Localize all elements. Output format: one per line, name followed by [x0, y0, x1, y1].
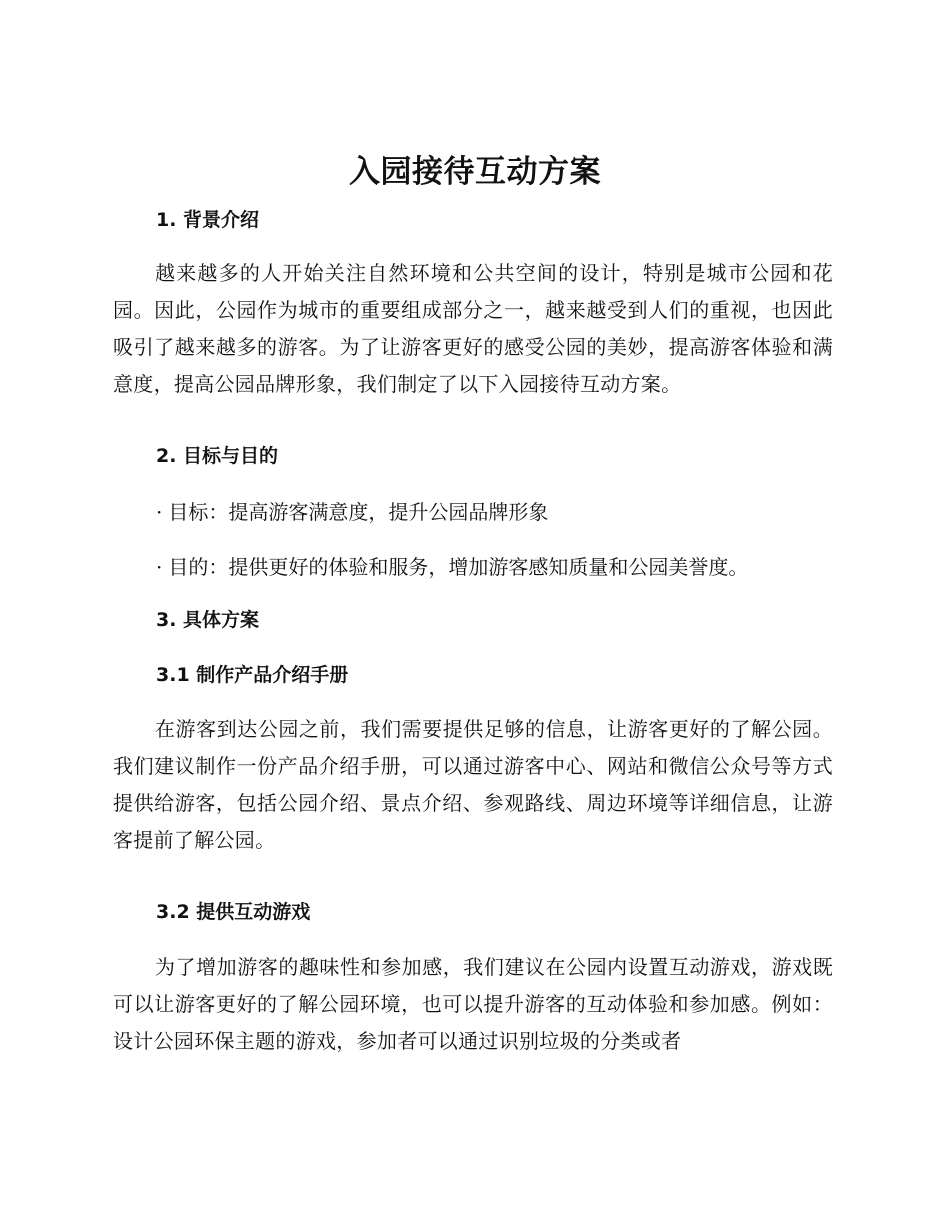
bullet-dot-icon: · — [156, 555, 163, 579]
document-title: 入园接待互动方案 — [349, 154, 601, 190]
goal-text-1: 目标：提高游客满意度，提升公园品牌形象 — [168, 500, 549, 524]
bullet-dot-icon: · — [156, 500, 163, 524]
paragraph-background: 越来越多的人开始关注自然环境和公共空间的设计，特别是城市公园和花园。因此，公园作为城市的重要组成部分之一，越来越受到人们的重视，也因此吸引了越来越多的游客。为了让游客更好的感受公园的美妙，提高游客体验和满意度，提高公园品牌形象，我们制定了以下入园接待互动方案。 — [113, 261, 833, 396]
goal-text-2: 目的：提供更好的体验和服务，增加游客感知质量和公园美誉度。 — [168, 555, 749, 579]
goal-item-1 — [156, 497, 548, 527]
section-heading-plan: 3. 具体方案 — [156, 609, 260, 631]
paragraph-games: 为了增加游客的趣味性和参加感，我们建议在公园内设置互动游戏，游戏既可以让游客更好的了解公园环境，也可以提升游客的互动体验和参加感。例如：设计公园环保主题的游戏，参加者可以通过识别垃圾的分类或者 — [113, 955, 833, 1053]
subsection-heading-games: 3.2 提供互动游戏 — [156, 901, 311, 923]
paragraph-brochure: 在游客到达公园之前，我们需要提供足够的信息，让游客更好的了解公园。我们建议制作一份产品介绍手册，可以通过游客中心、网站和微信公众号等方式提供给游客，包括公园介绍、景点介绍、参观路线、周边环境等详细信息，让游客提前了解公园。 — [113, 717, 833, 852]
goal-item-2 — [156, 552, 748, 582]
subsection-heading-brochure: 3.1 制作产品介绍手册 — [156, 664, 349, 686]
section-heading-background: 1. 背景介绍 — [156, 209, 260, 231]
section-heading-goals: 2. 目标与目的 — [156, 445, 279, 467]
